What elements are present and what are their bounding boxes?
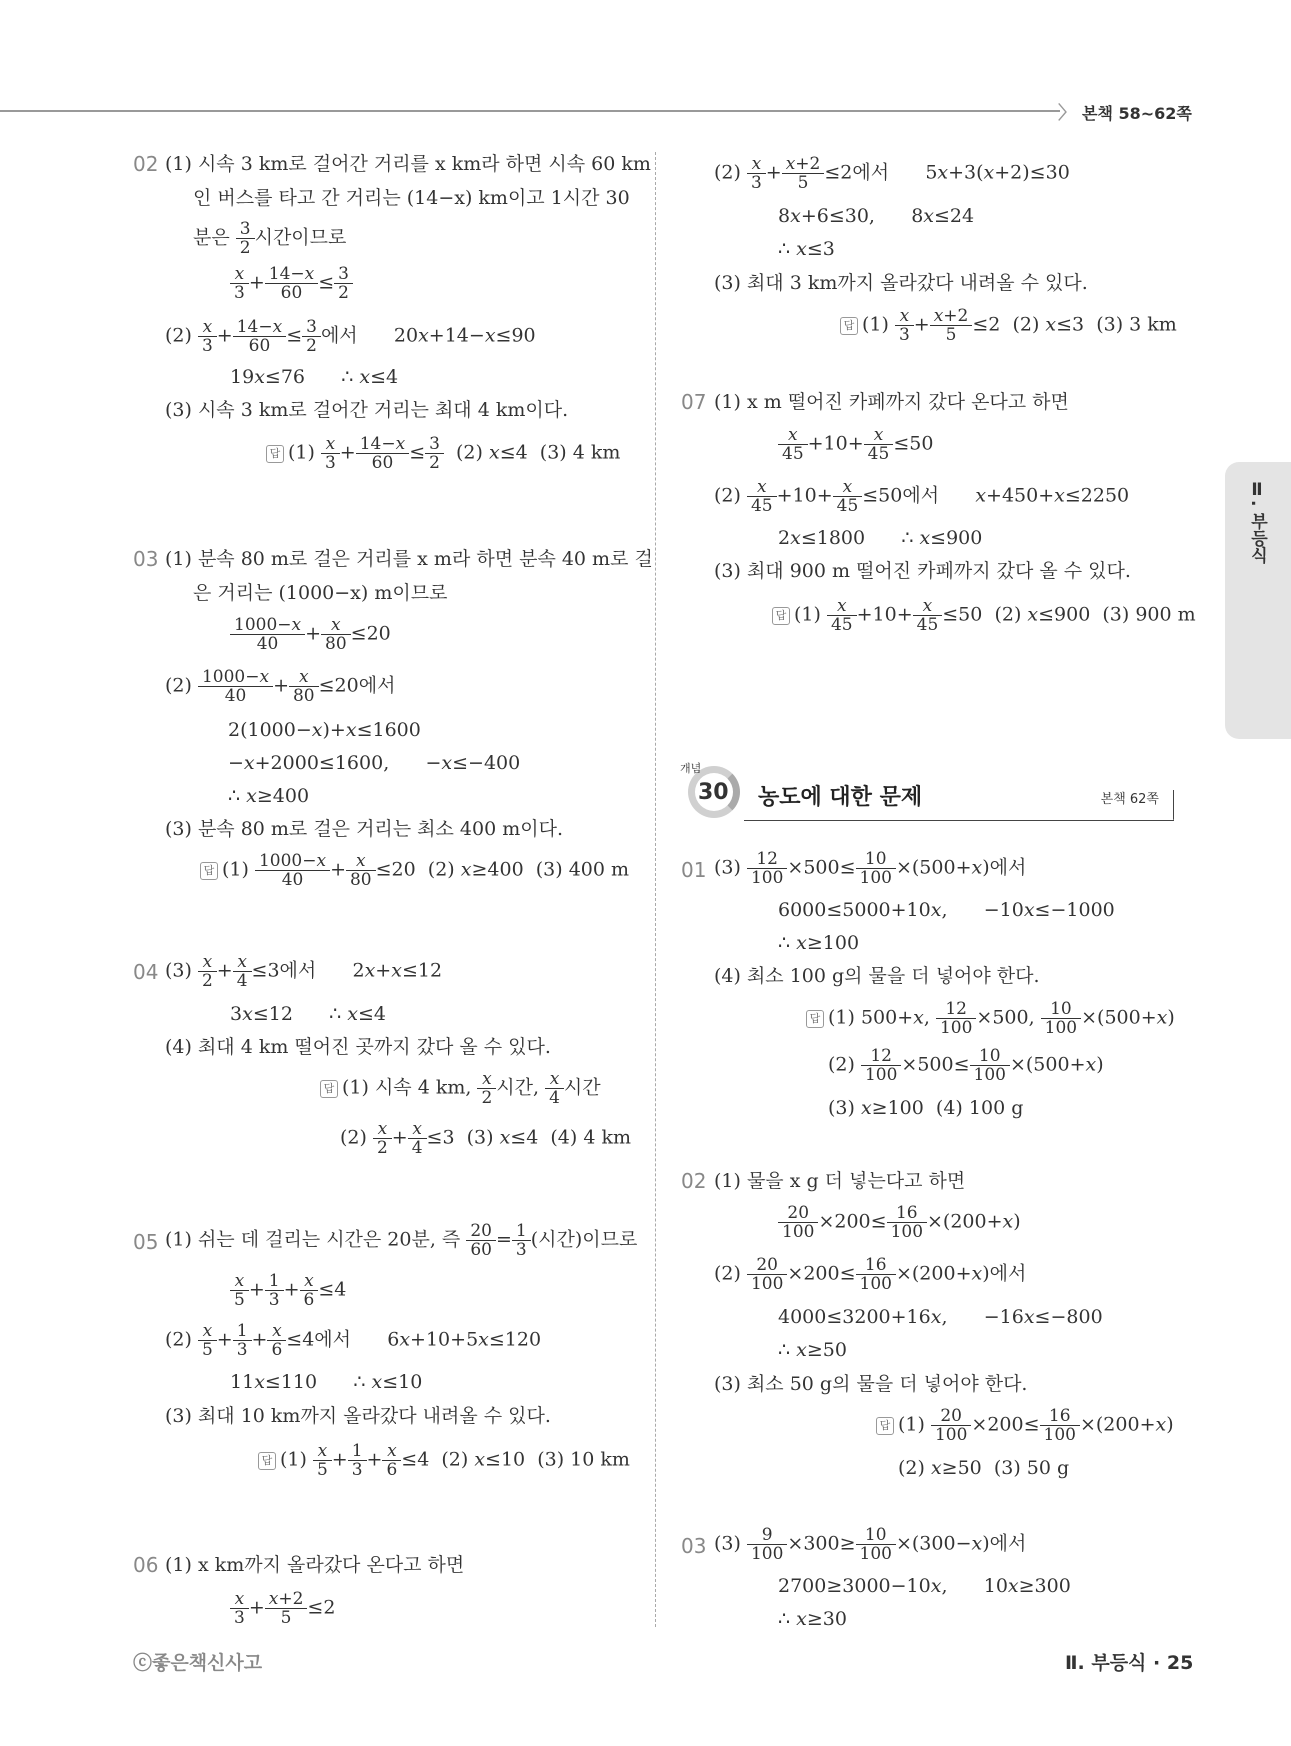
section-label: 개념 <box>680 762 702 775</box>
math-line: 2700≥3000−10x, 10x≥300 <box>778 1575 1071 1597</box>
math-line: 2x≤1800 ∴ x≤900 <box>778 527 983 549</box>
answer-icon: 답 <box>772 607 790 625</box>
problem-number: 05 <box>133 1230 159 1254</box>
side-tab-label: Ⅱ. 부등식 <box>1247 480 1267 564</box>
problem-text: (1) 분속 80 m로 걸은 거리를 x m라 하면 분속 40 m로 걸 <box>165 548 653 570</box>
math-line: $\frac{x}{45}$ +10+ $\frac{x}{45}$ ≤50 <box>778 426 933 463</box>
problem-text: 은 거리는 (1000−x) m이므로 <box>193 582 448 604</box>
answer-line: 답 (1) $\frac{1000-x}{40}$ + $\frac{x}{80}$ ≤20 (2) x≥400 (3) 400 m <box>200 852 629 889</box>
answer-icon: 답 <box>320 1080 338 1098</box>
problem-text: (1) x m 떨어진 카페까지 갔다 온다고 하면 <box>714 391 1069 413</box>
math-line: (2) $\frac{x}{45}$ +10+ $\frac{x}{45}$ ≤50에서 x+450+x≤2250 <box>714 477 1130 516</box>
problem-number: 01 <box>681 858 707 882</box>
problem-number: 02 <box>133 152 159 176</box>
math-line: (2) $\frac{x}{3}$ + $\frac{x+2}{5}$ ≤2에서 5x+3(x+2)≤30 <box>714 154 1070 193</box>
section-number: 30 <box>698 780 729 805</box>
answer-line: (3) x≥100 (4) 100 g <box>828 1097 1024 1119</box>
math-line: (2) $\frac{1000-x}{40}$ + $\frac{x}{80}$ ≤20에서 <box>165 667 396 706</box>
math-line: ∴ x≥50 <box>778 1339 847 1361</box>
problem-text: (3) 최대 3 km까지 올라갔다 내려올 수 있다. <box>714 272 1088 294</box>
answer-icon: 답 <box>806 1010 824 1028</box>
math-line: $\frac{20}{100}$ ×200≤ $\frac{16}{100}$ ×(200+x) <box>778 1204 1021 1241</box>
answer-icon: 답 <box>840 317 858 335</box>
math-line: 11x≤110 ∴ x≤10 <box>230 1371 423 1393</box>
problem-text: (3) 최대 900 m 떨어진 카페까지 갔다 올 수 있다. <box>714 560 1131 582</box>
chevron-right-icon: 〉 <box>1058 103 1076 124</box>
math-line: (2) $\frac{x}{5}$ + $\frac{1}{3}$ + $\frac{x}{6}$ ≤4에서 6x+10+5x≤120 <box>165 1321 542 1360</box>
math-line: −x+2000≤1600, −x≤−400 <box>228 752 521 774</box>
math-line: (2) $\frac{x}{3}$ + $\frac{14-x}{60}$ ≤ $\frac{3}{2}$ 에서 20x+14−x≤90 <box>165 317 536 356</box>
header-page-ref <box>1058 99 1192 125</box>
math-line: (3) $\frac{12}{100}$ ×500≤ $\frac{10}{100}$ ×(500+x)에서 <box>714 849 1027 888</box>
problem-text: 분은 $\frac{3}{2}$ 시간이므로 <box>193 219 347 258</box>
section-header <box>680 760 1177 820</box>
math-line: ∴ x≥400 <box>228 785 310 807</box>
math-line: $\frac{x}{3}$ + $\frac{x+2}{5}$ ≤2 <box>230 1590 335 1627</box>
text-fragment: (1) 쉬는 데 걸리는 시간은 20분, 즉 <box>165 1228 461 1251</box>
answer-line: 답 (1) 시속 4 km, $\frac{x}{2}$ 시간, $\frac{x}{4}$ 시간 <box>320 1070 601 1107</box>
math-line: (3) $\frac{x}{2}$ + $\frac{x}{4}$ ≤3에서 2x+x≤12 <box>165 952 443 991</box>
problem-number: 04 <box>133 960 159 984</box>
math-line: 8x+6≤30, 8x≤24 <box>778 205 975 227</box>
problem-text: (1) 물을 x g 더 넣는다고 하면 <box>714 1170 966 1192</box>
text-fragment: 시간이므로 <box>254 226 347 249</box>
answer-line: 답 (1) $\frac{20}{100}$ ×200≤ $\frac{16}{100}$ ×(200+x) <box>876 1407 1174 1444</box>
problem-number: 02 <box>681 1169 707 1193</box>
answer-icon: 답 <box>258 1452 276 1470</box>
problem-text: (4) 최소 100 g의 물을 더 넣어야 한다. <box>714 965 1040 987</box>
answer-line: 답 (1) $\frac{x}{45}$ +10+ $\frac{x}{45}$ ≤50 (2) x≤900 (3) 900 m <box>772 597 1196 634</box>
answer-line: 답 (1) 500+x, $\frac{12}{100}$ ×500, $\frac{10}{100}$ ×(500+x) <box>806 1000 1175 1037</box>
answer-line: 답 (1) $\frac{x}{3}$ + $\frac{14-x}{60}$ ≤ $\frac{3}{2}$ (2) x≤4 (3) 4 km <box>266 435 620 472</box>
answer-line: (2) $\frac{12}{100}$ ×500≤ $\frac{10}{100}$ ×(500+x) <box>828 1046 1104 1085</box>
answer-icon: 답 <box>200 862 218 880</box>
problem-text: (3) 시속 3 km로 걸어간 거리는 최대 4 km이다. <box>165 399 569 421</box>
problem-number: 06 <box>133 1553 159 1577</box>
problem-text: (1) 쉬는 데 걸리는 시간은 20분, 즉 $\frac{20}{60}$ = $\frac{1}{3}$ (시간)이므로 <box>165 1221 638 1260</box>
chapter-side-tab[interactable] <box>1225 462 1291 739</box>
math-line: 3x≤12 ∴ x≤4 <box>230 1003 387 1025</box>
text-fragment: 분은 <box>193 226 230 249</box>
math-line: 2(1000−x)+x≤1600 <box>228 719 421 741</box>
math-line: $\frac{x}{3}$ + $\frac{14-x}{60}$ ≤ $\frac{3}{2}$ <box>230 265 353 302</box>
math-line: (3) $\frac{9}{100}$ ×300≥ $\frac{10}{100}$ ×(300−x)에서 <box>714 1525 1027 1564</box>
problem-text: (1) 시속 3 km로 걸어간 거리를 x km라 하면 시속 60 km <box>165 153 651 175</box>
problem-text: 인 버스를 타고 간 거리는 (14−x) km이고 1시간 30 <box>193 187 630 209</box>
section-ref: 본책 62쪽 <box>1100 792 1159 807</box>
math-line: ∴ x≤3 <box>778 238 835 260</box>
math-line: $\frac{1000-x}{40}$ + $\frac{x}{80}$ ≤20 <box>230 616 391 653</box>
math-line: $\frac{x}{5}$ + $\frac{1}{3}$ + $\frac{x}{6}$ ≤4 <box>230 1272 346 1309</box>
problem-text: (3) 최대 10 km까지 올라갔다 내려올 수 있다. <box>165 1405 551 1427</box>
text-fragment: (시간)이므로 <box>530 1228 638 1251</box>
section-title: 농도에 대한 문제 <box>758 785 923 810</box>
math-line: 19x≤76 ∴ x≤4 <box>230 366 399 388</box>
answer-icon: 답 <box>876 1417 894 1435</box>
math-line: 4000≤3200+16x, −16x≤−800 <box>778 1306 1103 1328</box>
page-number: 25 <box>1166 1652 1194 1674</box>
column-divider <box>655 152 656 1627</box>
answer-line: 답 (1) $\frac{x}{3}$ + $\frac{x+2}{5}$ ≤2 (2) x≤3 (3) 3 km <box>840 307 1177 344</box>
section-underline <box>744 820 1174 821</box>
problem-number: 03 <box>133 547 159 571</box>
problem-text: (3) 분속 80 m로 걸은 거리는 최소 400 m이다. <box>165 818 563 840</box>
header-rule <box>0 110 1060 112</box>
math-line: ∴ x≥100 <box>778 932 860 954</box>
answer-icon: 답 <box>266 445 284 463</box>
problem-number: 07 <box>681 390 707 414</box>
math-line: 6000≤5000+10x, −10x≤−1000 <box>778 899 1115 921</box>
answer-line: (2) x≥50 (3) 50 g <box>898 1457 1070 1479</box>
page-footer: Ⅱ. 부등식 · 25 <box>1065 1652 1194 1674</box>
problem-text: (1) x km까지 올라갔다 온다고 하면 <box>165 1554 465 1576</box>
problem-number: 03 <box>681 1534 707 1558</box>
math-line: (2) $\frac{20}{100}$ ×200≤ $\frac{16}{100}$ ×(200+x)에서 <box>714 1255 1027 1294</box>
header-ref-text: 본책 58~62쪽 <box>1082 104 1192 123</box>
answer-line: 답 (1) $\frac{x}{5}$ + $\frac{1}{3}$ + $\frac{x}{6}$ ≤4 (2) x≤10 (3) 10 km <box>258 1442 630 1479</box>
section-bracket <box>1173 790 1174 820</box>
math-line: ∴ x≥30 <box>778 1608 847 1630</box>
problem-text: (4) 최대 4 km 떨어진 곳까지 갔다 올 수 있다. <box>165 1036 551 1058</box>
publisher-logo: ⓒ좋은책신사고 <box>133 1652 263 1674</box>
answer-line: (2) $\frac{x}{2}$ + $\frac{x}{4}$ ≤3 (3) x≤4 (4) 4 km <box>340 1119 631 1158</box>
footer-chapter: Ⅱ. 부등식 <box>1065 1652 1147 1674</box>
problem-text: (3) 최소 50 g의 물을 더 넣어야 한다. <box>714 1373 1028 1395</box>
